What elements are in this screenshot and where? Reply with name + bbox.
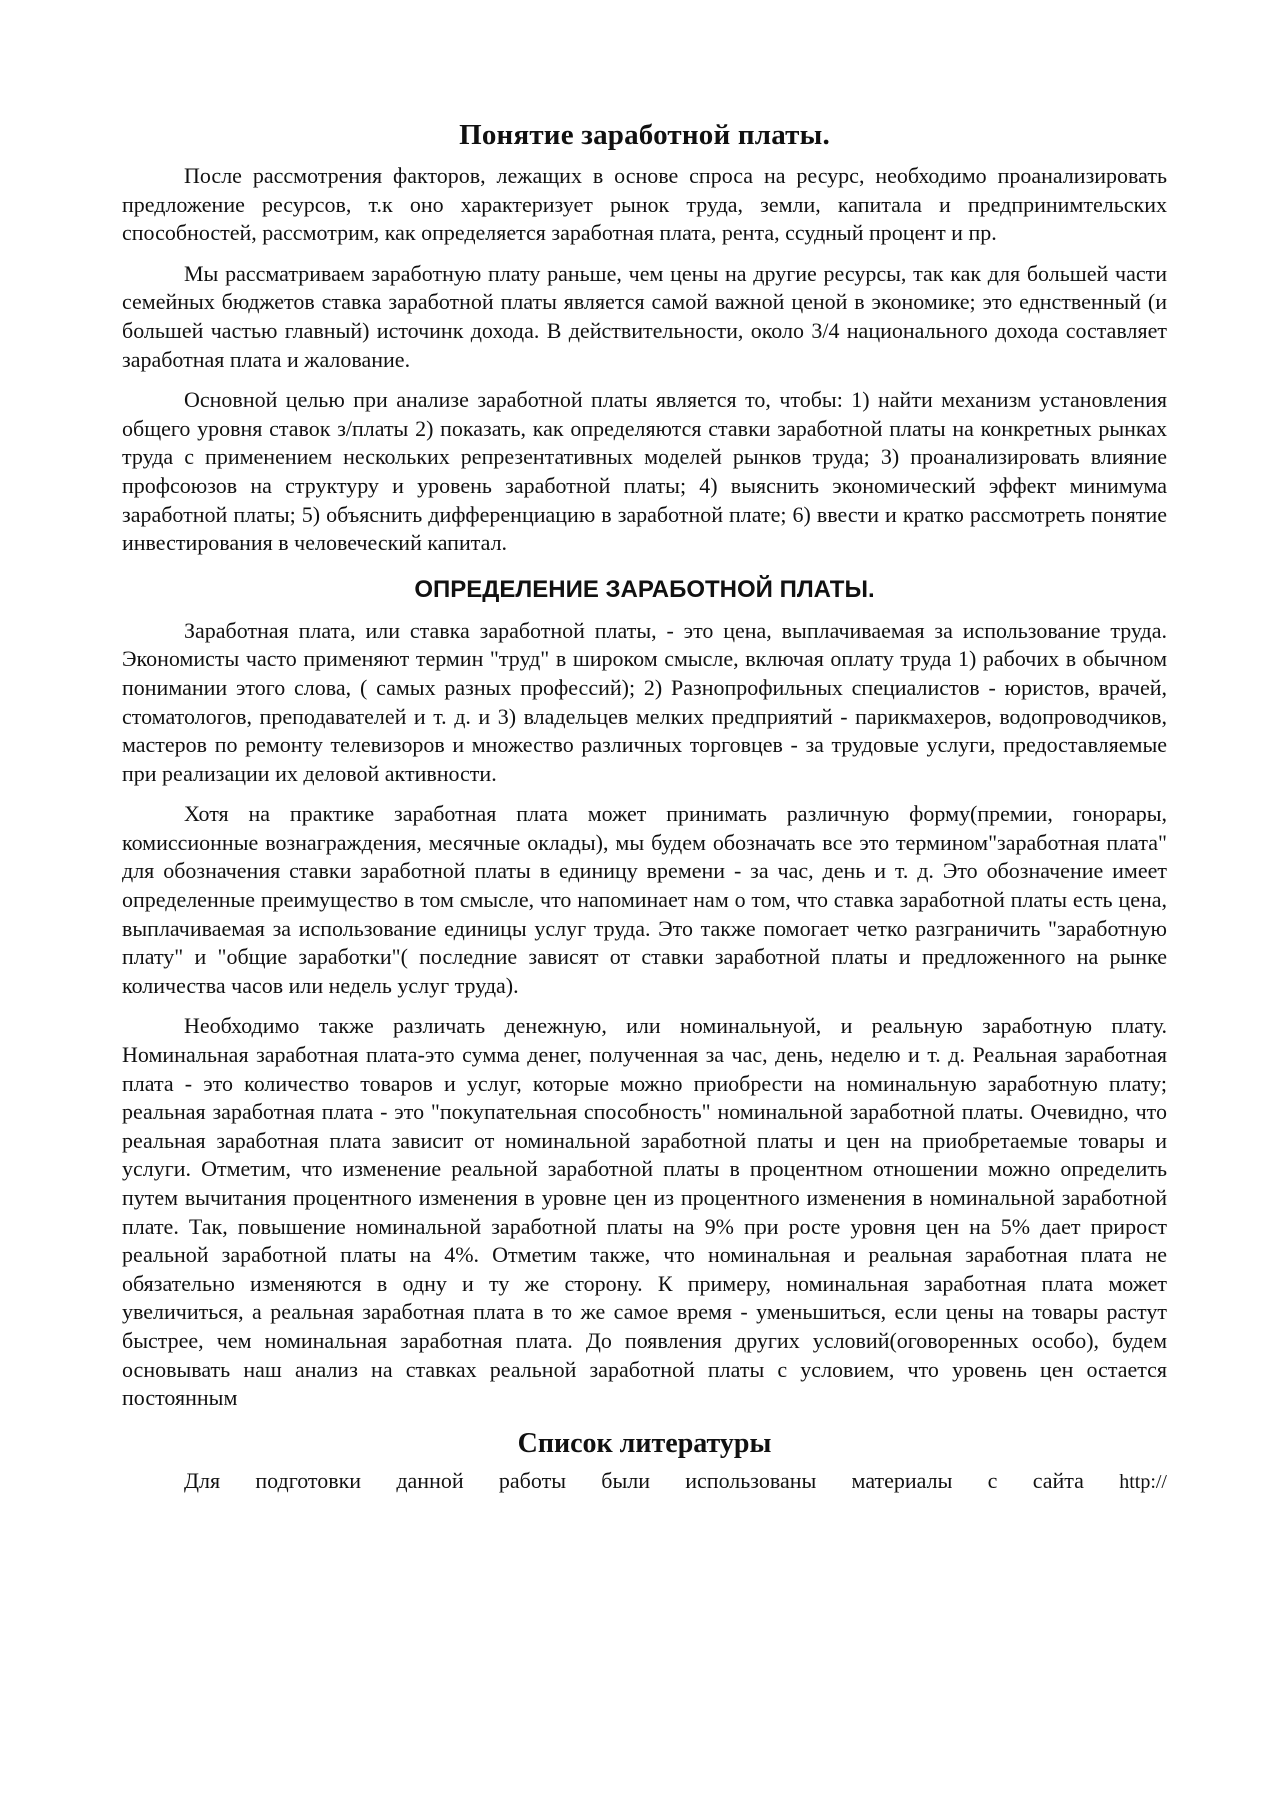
intro-paragraph-1: После рассмотрения факторов, лежащих в основе спроса на ресурс, необходимо проанализировать предложение ресурсов, т.к оно характеризует рынок труда, земли, капитала и предпринимтельских способностей, рассмотрим, как определяется заработная плата, рента, ссудный процент и пр. bbox=[122, 163, 1167, 246]
document-page bbox=[122, 118, 1167, 1508]
intro-paragraph-2: Мы рассматриваем заработную плату раньше, чем цены на другие ресурсы, так как для большей части семейных бюджетов ставка заработной платы является самой важной ценой в экономике; это еднственный (и большей частью главный) источинк дохода. В действительности, около 3/4 национального дохода составляет заработная плата и жалование. bbox=[122, 260, 1167, 372]
references-heading: Список литературы bbox=[517, 1427, 772, 1459]
section-paragraph-2: Хотя на практике заработная плата может принимать различную форму(премии, гонорары, комиссионные вознаграждения, месячные оклады), мы будем обозначать все это термином"заработная плата" для обозначения ставки заработной платы в единицу времени - за час, день и т. д. Это обозначение имеет определенные преимущество в том смысле, что напоминает нам о том, что ставка заработной платы есть цена, выплачиваемая за использование единицы услуг труда. Это также помогает четко разграничить "заработную плату" и "общие заработки"( последние зависят от ставки заработной платы и предложенного на рынке количества часов или недель услуг труда). bbox=[122, 801, 1167, 998]
document-title: Понятие заработной платы. bbox=[459, 119, 830, 151]
intro-paragraph-3: Основной целью при анализе заработной платы является то, чтобы: 1) найти механизм установления общего уровня ставок з/платы 2) показать, как определяются ставки заработной платы на конкретных рынках труда с применением нескольких репрезентативных моделей рынков труда; 3) проанализировать влияние профсоюзов на структуру и уровень заработной платы; 4) выяснить экономический эффект минимума заработной платы; 5) объяснить дифференциацию в заработной плате; 6) ввести и кратко рассмотреть понятие инвестирования в человеческий капитал. bbox=[122, 387, 1167, 556]
section-paragraph-1: Заработная плата, или ставка заработной платы, - это цена, выплачиваемая за использование труда. Экономисты часто применяют термин "труд" в широком смысле, включая оплату труда 1) рабочих в обычном понимании этого слова, ( самых разных профессий); 2) Разнопрофильных специалистов - юристов, врачей, стоматологов, преподавателей и т. д. и 3) владельцев мелких предприятий - парикмахеров, водопроводчиков, мастеров по ремонту телевизоров и множество различных торговцев - за трудовые услуги, предоставляемые при реализации их деловой активности. bbox=[122, 617, 1167, 786]
references-paragraph bbox=[122, 1467, 1167, 1497]
references-url[interactable]: http:// bbox=[1119, 1470, 1167, 1493]
section-paragraph-3: Необходимо также различать денежную, или номинальнуой, и реальную заработную плату. Номинальная заработная плата-это сумма денег, полученная за час, день, неделю и т. д. Реальная заработная плата - это количество товаров и услуг, которые можно приобрести на номинальную заработную плату; реальная заработная плата - это "покупательная способность" номинальной заработной платы. Очевидно, что реальная заработная плата зависит от номинальной заработной платы и цен на приобретаемые товары и услуги. Отметим, что изменение реальной заработной платы в процентном отношении можно определить путем вычитания процентного изменения в уровне цен из процентного изменения в номинальной заработной плате. Так, повышение номинальной заработной платы на 9% при росте уровня цен на 5% дает прирост реальной заработной платы на 4%. Отметим также, что номинальная и реальная заработная плата не обязательно изменяются в одну и ту же сторону. К примеру, номинальная заработная плата может увеличиться, а реальная заработная плата в то же самое время - уменьшиться, если цены на товары растут быстрее, чем номинальная заработная плата. До появления других условий(оговоренных особо), будем основывать наш анализ на ставках реальной заработной платы с условием, что уровень цен остается постоянным bbox=[122, 1013, 1167, 1411]
section-heading: ОПРЕДЕЛЕНИЕ ЗАРАБОТНОЙ ПЛАТЫ. bbox=[414, 575, 875, 603]
references-text: Для подготовки данной работы были использованы материалы с сайта bbox=[184, 1467, 1084, 1493]
